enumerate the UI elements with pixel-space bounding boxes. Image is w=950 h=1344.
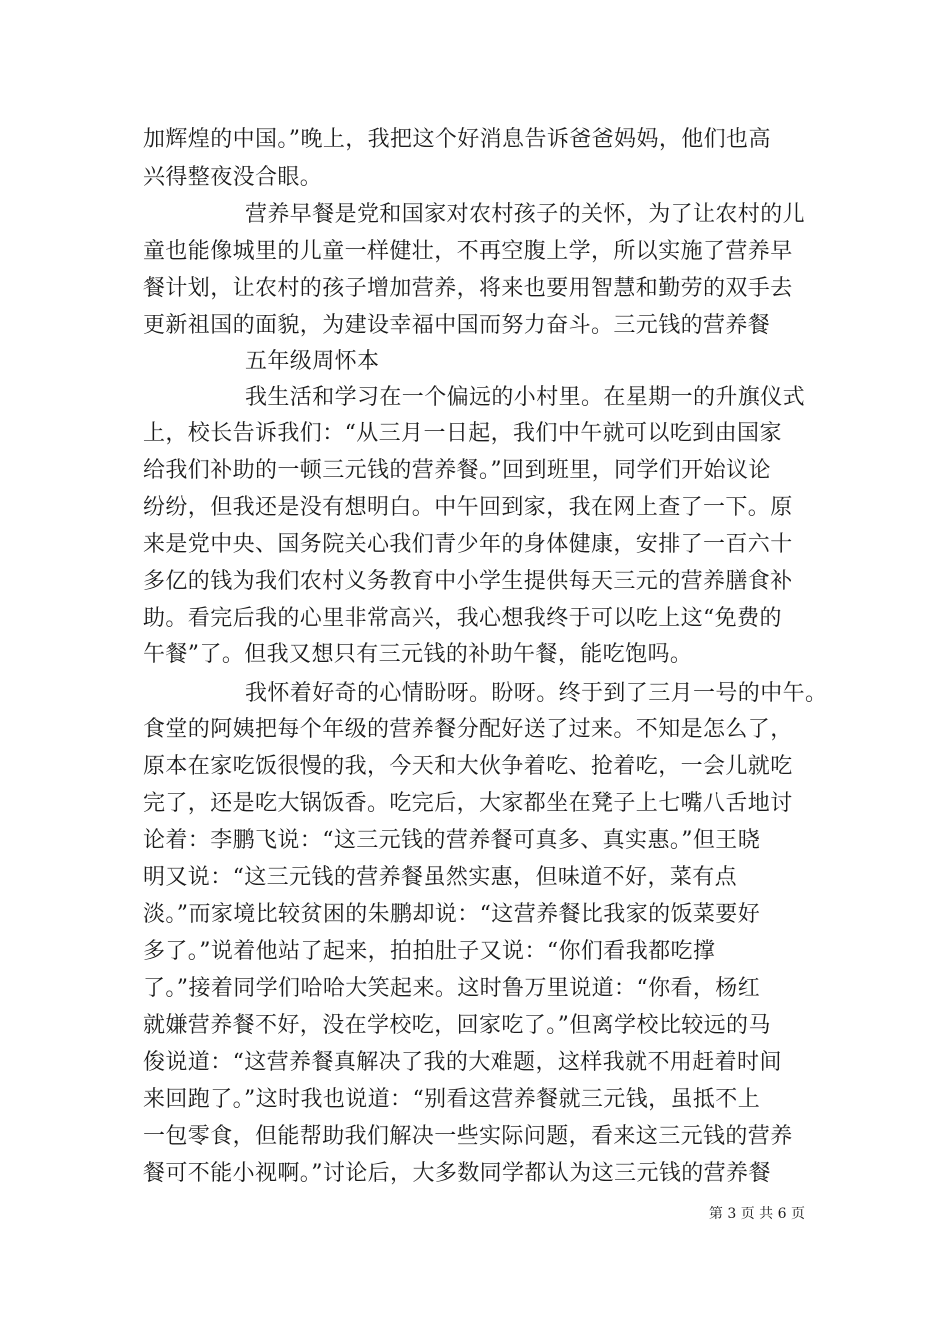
text-line: 就嫌营养餐不好，没在学校吃，回家吃了。”但离学校比较远的马: [143, 1013, 771, 1038]
text-line: 更新祖国的面貌，为建设幸福中国而努力奋斗。三元钱的营养餐: [143, 313, 771, 338]
text-line: 一包零食，但能帮助我们解决一些实际问题，看来这三元钱的营养: [143, 1124, 793, 1149]
text-line: 食堂的阿姨把每个年级的营养餐分配好送了过来。不知是怎么了，: [143, 717, 793, 742]
text-line: 原本在家吃饭很慢的我，今天和大伙争着吃、抢着吃，一会儿就吃: [143, 754, 793, 779]
text-line: 了。”接着同学们哈哈大笑起来。这时鲁万里说道：“你看，杨红: [143, 976, 761, 1001]
text-line: 明又说：“这三元钱的营养餐虽然实惠，但味道不好，菜有点: [143, 865, 738, 890]
author-line: 五年级周怀本: [245, 349, 380, 374]
text-line: 俊说道：“这营养餐真解决了我的大难题，这样我就不用赶着时间: [143, 1050, 782, 1075]
text-line: 多亿的钱为我们农村义务教育中小学生提供每天三元的营养膳食补: [143, 569, 793, 594]
text-line: 加辉煌的中国。”晚上，我把这个好消息告诉爸爸妈妈，他们也高: [143, 127, 771, 152]
text-line: 来是党中央、国务院关心我们青少年的身体健康，安排了一百六十: [143, 532, 793, 557]
text-line: 午餐”了。但我又想只有三元钱的补助午餐，能吃饱吗。: [143, 642, 693, 667]
text-line: 兴得整夜没合眼。: [143, 165, 323, 190]
text-line: 助。看完后我的心里非常高兴，我心想我终于可以吃上这“免费的: [143, 606, 782, 631]
text-line: 论着：李鹏飞说：“这三元钱的营养餐可真多、真实惠。”但王晓: [143, 828, 761, 853]
text-line: 纷纷，但我还是没有想明白。中午回到家，我在网上查了一下。原: [143, 495, 793, 520]
text-line: 上，校长告诉我们：“从三月一日起，我们中午就可以吃到由国家: [143, 421, 782, 446]
text-line: 童也能像城里的儿童一样健壮，不再空腹上学，所以实施了营养早: [143, 239, 793, 264]
page-number: 第 3 页 共 6 页: [708, 1206, 805, 1222]
text-line: 我怀着好奇的心情盼呀。盼呀。终于到了三月一号的中午。: [245, 681, 828, 706]
text-line: 多了。”说着他站了起来，拍拍肚子又说：“你们看我都吃撑: [143, 939, 716, 964]
text-line: 我生活和学习在一个偏远的小村里。在星期一的升旗仪式: [245, 385, 806, 410]
text-line: 餐计划，让农村的孩子增加营养，将来也要用智慧和勤劳的双手去: [143, 276, 793, 301]
text-line: 淡。”而家境比较贫困的朱鹏却说：“这营养餐比我家的饭菜要好: [143, 902, 761, 927]
text-line: 完了，还是吃大锅饭香。吃完后，大家都坐在凳子上七嘴八舌地讨: [143, 791, 793, 816]
text-line: 给我们补助的一顿三元钱的营养餐。”回到班里，同学们开始议论: [143, 458, 771, 483]
text-line: 营养早餐是党和国家对农村孩子的关怀，为了让农村的儿: [245, 202, 806, 227]
text-line: 餐可不能小视啊。”讨论后，大多数同学都认为这三元钱的营养餐: [143, 1161, 771, 1186]
text-line: 来回跑了。”这时我也说道：“别看这营养餐就三元钱，虽抵不上: [143, 1087, 761, 1112]
